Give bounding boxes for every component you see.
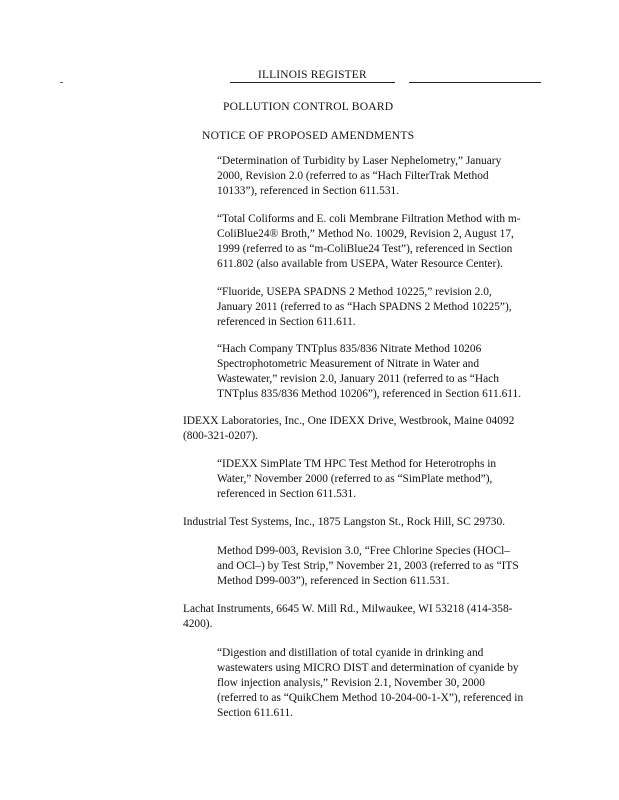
board-title: POLLUTION CONTROL BOARD	[223, 100, 394, 113]
method-entry-nitrate	[217, 342, 547, 402]
text-line: Method D99-003, Revision 3.0, “Free Chlorine Species (HOCl–	[217, 545, 510, 557]
text-line: “Fluoride, USEPA SPADNS 2 Method 10225,” revision 2.0,	[217, 286, 492, 298]
text-line: Spectrophotometric Measurement of Nitrate in Water and	[217, 358, 480, 370]
text-line: (referred to as “QuikChem Method 10-204-00-1-X”), referenced in	[217, 692, 524, 704]
text-line: referenced in Section 611.611.	[217, 316, 356, 328]
register-title: ILLINOIS REGISTER	[258, 69, 367, 81]
text-line: “Determination of Turbidity by Laser Nephelometry,” January	[217, 155, 502, 167]
source-entry-lachat	[183, 602, 548, 632]
method-entry-simplate	[217, 457, 547, 502]
source-entry-idexx	[183, 414, 548, 444]
text-line: “Total Coliforms and E. coli Membrane Filtration Method with m-	[217, 213, 521, 225]
text-line: ColiBlue24® Broth,” Method No. 10029, Revision 2, August 17,	[217, 228, 514, 240]
method-entry-cyanide	[217, 646, 547, 721]
text-line: “IDEXX SimPlate TM HPC Test Method for Heterotrophs in	[217, 458, 497, 470]
text-line: 2000, Revision 2.0 (referred to as “Hach FilterTrak Method	[217, 170, 489, 182]
text-line: 4200).	[183, 618, 213, 630]
source-entry-industrial-test	[183, 515, 548, 530]
text-line: referenced in Section 611.531.	[217, 488, 357, 500]
text-line: Section 611.611.	[217, 707, 294, 719]
method-entry-coliforms	[217, 212, 547, 272]
header-tick-mark	[60, 82, 63, 83]
text-line: 1999 (referred to as “m-ColiBlue24 Test”), referenced in Section	[217, 243, 513, 255]
method-entry-fluoride	[217, 285, 547, 330]
text-line: Lachat Instruments, 6645 W. Mill Rd., Milwaukee, WI 53218 (414-358-	[183, 603, 513, 615]
text-line: 611.802 (also available from USEPA, Water Resource Center).	[217, 258, 503, 270]
text-line: (800-321-0207).	[183, 430, 258, 442]
text-line: Water,” November 2000 (referred to as “SimPlate method”),	[217, 473, 493, 485]
text-line: TNTplus 835/836 Method 10206”), referenced in Section 611.611.	[217, 388, 522, 400]
text-line: Method D99-003”), referenced in Section 611.531.	[217, 575, 450, 587]
text-line: and OCl–) by Test Strip,” November 21, 2003 (referred to as “ITS	[217, 560, 519, 572]
header-rule-right	[409, 82, 541, 83]
text-line: Industrial Test Systems, Inc., 1875 Langston St., Rock Hill, SC 29730.	[183, 516, 506, 528]
text-line: wastewaters using MICRO DIST and determination of cyanide by	[217, 662, 519, 674]
text-line: January 2011 (referred to as “Hach SPADNS 2 Method 10225”),	[217, 301, 512, 313]
text-line: flow injection analysis,” Revision 2.1, November 30, 2000	[217, 677, 485, 689]
method-entry-turbidity	[217, 154, 547, 199]
text-line: “Digestion and distillation of total cyanide in drinking and	[217, 647, 484, 659]
notice-title: NOTICE OF PROPOSED AMENDMENTS	[202, 129, 415, 142]
method-entry-chlorine	[217, 544, 547, 589]
text-line: 10133”), referenced in Section 611.531.	[217, 185, 400, 197]
text-line: “Hach Company TNTplus 835/836 Nitrate Method 10206	[217, 343, 482, 355]
text-line: Wastewater,” revision 2.0, January 2011 (referred to as “Hach	[217, 373, 499, 385]
text-line: IDEXX Laboratories, Inc., One IDEXX Drive, Westbrook, Maine 04092	[183, 415, 515, 427]
